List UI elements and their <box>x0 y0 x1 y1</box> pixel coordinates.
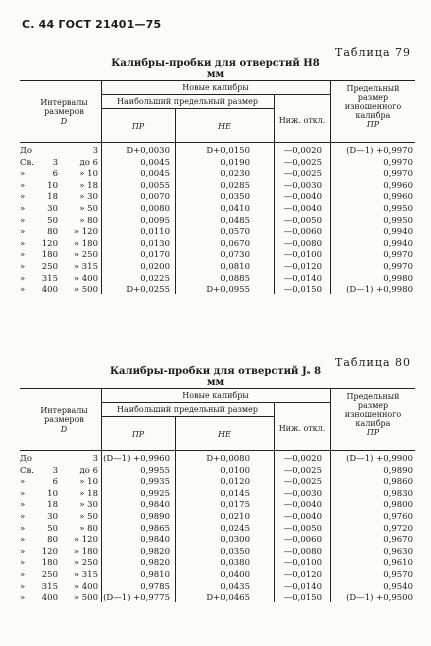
row-to: » 120 <box>73 535 98 546</box>
row-from: 50 <box>47 523 58 534</box>
row-prefix: » <box>20 204 26 214</box>
cell-worn: 0,9610 <box>383 558 413 569</box>
row-from: 180 <box>41 558 58 569</box>
row-from: 120 <box>41 238 58 249</box>
row-from: 30 <box>47 512 58 522</box>
cell-worn: 0,9970 <box>383 262 413 272</box>
row-from: 315 <box>41 581 58 592</box>
cell-lower-deviation: —0,0020 <box>283 454 322 464</box>
cell-pr: 0,9840 <box>140 500 170 511</box>
cell-pr: 0,9925 <box>140 488 170 499</box>
table-rule <box>101 388 102 602</box>
row-from: 80 <box>47 535 58 546</box>
table-title-text: Калибры-пробки для отверстий Н8 <box>111 58 320 69</box>
cell-lower-deviation: —0,0040 <box>283 192 322 203</box>
row-prefix: » <box>20 535 26 546</box>
cell-ne: D+0,0955 <box>206 285 250 296</box>
row-to: 3 <box>92 146 98 156</box>
header-intervals: Интервалы размеров <box>40 98 88 116</box>
header-worn-symbol: ПР <box>366 120 380 129</box>
cell-pr: 0,0070 <box>140 192 170 203</box>
cell-ne: 0,0120 <box>220 477 250 488</box>
header-lower-deviation: Ниж. откл. <box>278 116 326 125</box>
row-to: » 18 <box>79 180 98 191</box>
row-prefix: » <box>20 500 26 511</box>
row-to: » 50 <box>79 204 98 214</box>
cell-worn: 0,9860 <box>383 477 413 488</box>
cell-worn: (D—1) +0,9900 <box>346 454 413 464</box>
cell-worn: 0,9800 <box>383 500 413 511</box>
table-unit: мм <box>206 69 225 80</box>
cell-ne: 0,0435 <box>220 581 250 592</box>
row-prefix: » <box>20 238 26 249</box>
row-prefix: » <box>20 273 26 284</box>
table-rule <box>20 450 415 451</box>
header-intervals-symbol: D <box>60 117 68 126</box>
row-to: 3 <box>92 454 98 464</box>
cell-pr: 0,0045 <box>140 169 170 180</box>
cell-ne: 0,0210 <box>220 512 250 522</box>
cell-lower-deviation: —0,0120 <box>283 262 322 272</box>
row-from: 18 <box>47 500 58 511</box>
row-prefix: » <box>20 285 26 296</box>
row-prefix: » <box>20 488 26 499</box>
row-prefix: » <box>20 227 26 238</box>
table-number: Таблица 79 <box>335 46 411 59</box>
cell-worn: 0,9630 <box>383 546 413 557</box>
cell-ne: 0,0350 <box>220 546 250 557</box>
cell-worn: 0,9570 <box>383 570 413 580</box>
cell-pr: 0,0130 <box>140 238 170 249</box>
table-79 <box>20 80 415 296</box>
row-from: 18 <box>47 192 58 203</box>
header-ne: НЕ <box>218 430 231 439</box>
cell-ne: 0,0400 <box>220 570 250 580</box>
cell-lower-deviation: —0,0140 <box>283 581 322 592</box>
cell-ne: 0,0100 <box>220 465 250 476</box>
cell-lower-deviation: —0,0140 <box>283 273 322 284</box>
row-to: » 400 <box>73 581 98 592</box>
table-rule <box>101 402 330 403</box>
cell-pr: 0,0080 <box>140 204 170 214</box>
cell-pr: 0,9890 <box>140 512 170 522</box>
cell-pr: (D—1) +0,9775 <box>103 593 170 604</box>
header-max-size: Наибольший предельный размер <box>117 405 258 414</box>
row-prefix: » <box>20 593 26 604</box>
cell-ne: 0,0410 <box>220 204 250 214</box>
header-lower-deviation: Ниж. откл. <box>278 424 326 433</box>
header-pr: ПР <box>131 122 145 131</box>
row-from: 250 <box>41 262 58 272</box>
cell-worn: 0,9950 <box>383 204 413 214</box>
cell-ne: 0,0245 <box>220 523 250 534</box>
cell-pr: 0,9840 <box>140 535 170 546</box>
cell-lower-deviation: —0,0040 <box>283 204 322 214</box>
cell-ne: 0,0885 <box>220 273 250 284</box>
cell-pr: 0,9810 <box>140 570 170 580</box>
cell-ne: 0,0175 <box>220 500 250 511</box>
cell-lower-deviation: —0,0030 <box>283 180 322 191</box>
row-to: до 6 <box>79 157 98 168</box>
table-number: Таблица 80 <box>335 356 411 369</box>
row-from: 3 <box>52 157 58 168</box>
cell-ne: 0,0485 <box>220 215 250 226</box>
row-to: » 80 <box>79 215 98 226</box>
table-rule <box>20 142 415 143</box>
cell-ne: 0,0810 <box>220 262 250 272</box>
cell-ne: 0,0145 <box>220 488 250 499</box>
row-prefix: » <box>20 477 26 488</box>
cell-lower-deviation: —0,0040 <box>283 500 322 511</box>
cell-lower-deviation: —0,0025 <box>283 465 322 476</box>
cell-ne: 0,0380 <box>220 558 250 569</box>
row-to: до 6 <box>79 465 98 476</box>
row-from: 180 <box>41 250 58 261</box>
row-prefix: До <box>20 146 33 156</box>
table-rule <box>101 80 102 294</box>
table-rule <box>101 94 330 95</box>
cell-lower-deviation: —0,0030 <box>283 488 322 499</box>
row-from: 3 <box>52 465 58 476</box>
header-max-size: Наибольший предельный размер <box>117 97 258 106</box>
table-rule <box>330 388 331 602</box>
row-from: 400 <box>41 285 58 296</box>
cell-pr: 0,0055 <box>140 180 170 191</box>
cell-pr: (D—1) +0,9960 <box>103 454 170 464</box>
cell-lower-deviation: —0,0100 <box>283 250 322 261</box>
row-to: » 250 <box>73 250 98 261</box>
row-to: » 180 <box>73 546 98 557</box>
cell-worn: 0,9890 <box>383 465 413 476</box>
cell-worn: 0,9970 <box>383 250 413 261</box>
cell-ne: 0,0285 <box>220 180 250 191</box>
cell-worn: 0,9540 <box>383 581 413 592</box>
row-to: » 180 <box>73 238 98 249</box>
row-to: » 500 <box>73 285 98 296</box>
cell-worn: 0,9970 <box>383 157 413 168</box>
row-to: » 315 <box>73 262 98 272</box>
row-from: 250 <box>41 570 58 580</box>
cell-ne: 0,0300 <box>220 535 250 546</box>
row-to: » 80 <box>79 523 98 534</box>
cell-lower-deviation: —0,0080 <box>283 238 322 249</box>
header-worn-gauge: Предельный размер изношенного калибра <box>344 392 402 428</box>
row-from: 80 <box>47 227 58 238</box>
cell-pr: 0,0200 <box>140 262 170 272</box>
row-prefix: » <box>20 180 26 191</box>
row-prefix: Св. <box>20 157 34 168</box>
cell-ne: 0,0190 <box>220 157 250 168</box>
row-to: » 10 <box>79 169 98 180</box>
cell-ne: D+0,0150 <box>206 146 250 156</box>
cell-lower-deviation: —0,0100 <box>283 558 322 569</box>
cell-ne: D+0,0080 <box>206 454 250 464</box>
row-to: » 30 <box>79 192 98 203</box>
header-worn-gauge: Предельный размер изношенного калибра <box>344 84 402 120</box>
cell-worn: 0,9670 <box>383 535 413 546</box>
cell-ne: 0,0730 <box>220 250 250 261</box>
cell-pr: 0,9820 <box>140 546 170 557</box>
cell-lower-deviation: —0,0150 <box>283 593 322 604</box>
row-from: 6 <box>52 477 58 488</box>
cell-ne: 0,0350 <box>220 192 250 203</box>
cell-ne: 0,0570 <box>220 227 250 238</box>
table-rule <box>101 416 274 417</box>
cell-lower-deviation: —0,0025 <box>283 157 322 168</box>
table-rule <box>20 80 415 81</box>
row-from: 6 <box>52 169 58 180</box>
cell-ne: 0,0670 <box>220 238 250 249</box>
row-to: » 18 <box>79 488 98 499</box>
cell-worn: (D—1) +0,9970 <box>346 146 413 156</box>
row-from: 30 <box>47 204 58 214</box>
cell-worn: 0,9960 <box>383 192 413 203</box>
cell-lower-deviation: —0,0080 <box>283 546 322 557</box>
cell-lower-deviation: —0,0060 <box>283 227 322 238</box>
table-title <box>0 58 431 80</box>
cell-lower-deviation: —0,0025 <box>283 477 322 488</box>
cell-ne: 0,0230 <box>220 169 250 180</box>
header-new-gauges: Новые калибры <box>182 83 249 92</box>
cell-pr: 0,0170 <box>140 250 170 261</box>
cell-lower-deviation: —0,0050 <box>283 215 322 226</box>
cell-pr: 0,9785 <box>140 581 170 592</box>
row-prefix: » <box>20 215 26 226</box>
row-to: » 400 <box>73 273 98 284</box>
cell-pr: D+0,0030 <box>126 146 170 156</box>
cell-pr: D+0,0255 <box>126 285 170 296</box>
row-prefix: До <box>20 454 33 464</box>
header-pr: ПР <box>131 430 145 439</box>
cell-lower-deviation: —0,0020 <box>283 146 322 156</box>
cell-worn: 0,9760 <box>383 512 413 522</box>
cell-worn: 0,9940 <box>383 227 413 238</box>
cell-pr: 0,0095 <box>140 215 170 226</box>
header-intervals: Интервалы размеров <box>40 406 88 424</box>
cell-pr: 0,0045 <box>140 157 170 168</box>
cell-lower-deviation: —0,0050 <box>283 523 322 534</box>
table-title-text: Калибры-пробки для отверстий Jₛ 8 <box>109 366 322 377</box>
cell-pr: 0,9820 <box>140 558 170 569</box>
cell-pr: 0,0110 <box>140 227 170 238</box>
cell-worn: (D—1) +0,9980 <box>346 285 413 296</box>
table-rule <box>175 108 176 294</box>
row-prefix: » <box>20 570 26 580</box>
cell-pr: 0,0225 <box>140 273 170 284</box>
cell-lower-deviation: —0,0150 <box>283 285 322 296</box>
cell-lower-deviation: —0,0120 <box>283 570 322 580</box>
row-to: » 10 <box>79 477 98 488</box>
table-rule <box>175 416 176 602</box>
row-to: » 120 <box>73 227 98 238</box>
row-from: 10 <box>47 180 58 191</box>
cell-lower-deviation: —0,0025 <box>283 169 322 180</box>
table-rule <box>330 80 331 294</box>
row-prefix: » <box>20 250 26 261</box>
row-prefix: » <box>20 192 26 203</box>
cell-worn: 0,9720 <box>383 523 413 534</box>
table-title <box>0 366 431 388</box>
header-new-gauges: Новые калибры <box>182 391 249 400</box>
cell-worn: 0,9970 <box>383 169 413 180</box>
row-prefix: » <box>20 169 26 180</box>
row-from: 120 <box>41 546 58 557</box>
cell-pr: 0,9865 <box>140 523 170 534</box>
cell-worn: 0,9980 <box>383 273 413 284</box>
row-prefix: » <box>20 262 26 272</box>
header-ne: НЕ <box>218 122 231 131</box>
header-intervals-symbol: D <box>60 425 68 434</box>
row-prefix: » <box>20 546 26 557</box>
row-to: » 315 <box>73 570 98 580</box>
row-from: 10 <box>47 488 58 499</box>
cell-lower-deviation: —0,0040 <box>283 512 322 522</box>
page-header: С. 44 ГОСТ 21401—75 <box>22 18 162 31</box>
cell-worn: (D—1) +0,9500 <box>346 593 413 604</box>
row-prefix: » <box>20 581 26 592</box>
table-rule <box>20 388 415 389</box>
row-to: » 500 <box>73 593 98 604</box>
row-to: » 30 <box>79 500 98 511</box>
cell-ne: D+0,0465 <box>206 593 250 604</box>
table-unit: мм <box>206 377 225 388</box>
table-80 <box>20 388 415 604</box>
cell-worn: 0,9960 <box>383 180 413 191</box>
cell-pr: 0,9935 <box>140 477 170 488</box>
cell-worn: 0,9830 <box>383 488 413 499</box>
cell-worn: 0,9940 <box>383 238 413 249</box>
row-to: » 50 <box>79 512 98 522</box>
row-prefix: Св. <box>20 465 34 476</box>
row-prefix: » <box>20 523 26 534</box>
cell-worn: 0,9950 <box>383 215 413 226</box>
row-from: 315 <box>41 273 58 284</box>
row-from: 50 <box>47 215 58 226</box>
table-rule <box>101 108 274 109</box>
header-worn-symbol: ПР <box>366 428 380 437</box>
cell-pr: 0,9955 <box>140 465 170 476</box>
row-to: » 250 <box>73 558 98 569</box>
row-from: 400 <box>41 593 58 604</box>
row-prefix: » <box>20 512 26 522</box>
cell-lower-deviation: —0,0060 <box>283 535 322 546</box>
row-prefix: » <box>20 558 26 569</box>
